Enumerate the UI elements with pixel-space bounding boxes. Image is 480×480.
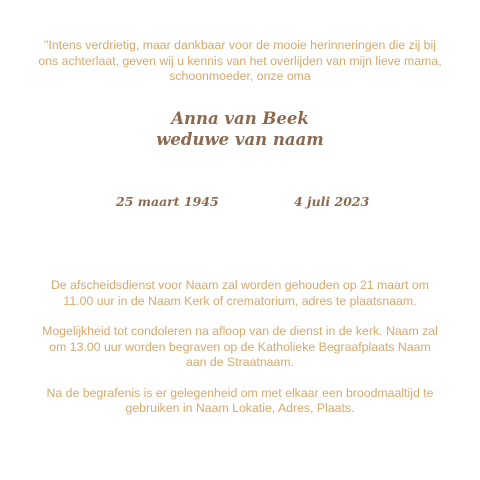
service-details [40, 278, 440, 432]
dates-row [0, 194, 480, 214]
lunch-paragraph: Na de begrafenis is er gelegenheid om met elkaar een broodmaaltijd te gebruiken in Naam Lokatie, Adres, Plaats. [46, 385, 434, 415]
deceased-subtitle: weduwe van naam [156, 130, 324, 149]
service-paragraph: De afscheidsdienst voor Naam zal worden gehouden op 21 maart om 11.00 uur in de Naam Kerk of crematorium, adres te plaatsnaam. [50, 278, 429, 308]
intro-text: "Intens verdrietig, maar dankbaar voor de mooie herinneringen die zij bij ons achterlaat, geven wij u kennis van het overlijden van mijn lieve mama, schoonmoeder, onze oma [38, 38, 442, 83]
name-block [0, 108, 480, 150]
death-date: 4 juli 2023 [294, 194, 370, 209]
condolence-paragraph: Mogelijkheid tot condoleren na afloop van de dienst in de kerk. Naam zal om 13.00 uur worden begraven op de Katholieke Begraafplaats Naam aan de Straatnaam. [42, 324, 438, 369]
birth-date: 25 maart 1945 [116, 194, 219, 209]
deceased-name: Anna van Beek [171, 109, 309, 128]
